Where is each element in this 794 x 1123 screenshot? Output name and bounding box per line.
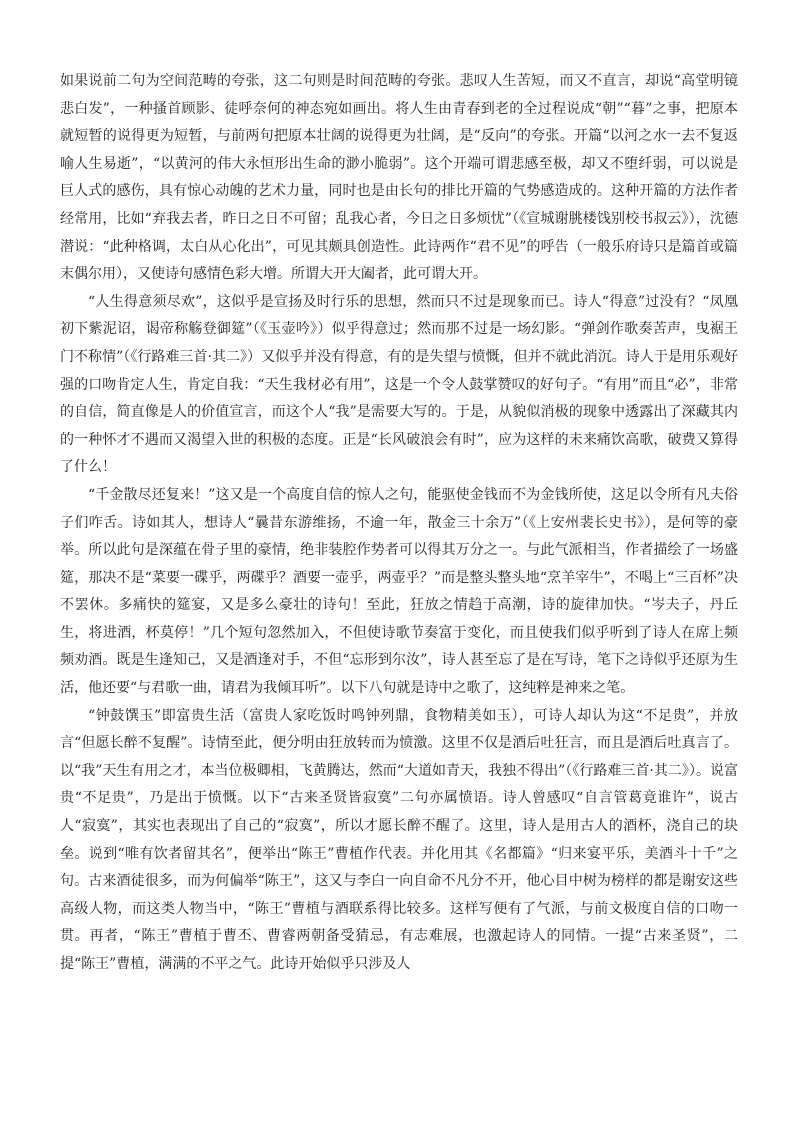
- paragraph-3: “千金散尽还复来！”这又是一个高度自信的惊人之句，能驱使金钱而不为金钱所使，这足以令所有凡夫俗子们咋舌。诗如其人，想诗人“曩昔东游维扬，不逾一年，散金三十余万”（《上安州裴长史书》），是何等的豪举。所以此句是深蕴在骨子里的豪情，绝非装腔作势者可以得其万分之一。与此气派相当，作者描绘了一场盛筵，那决不是“菜要一碟乎，两碟乎？酒要一壶乎，两壶乎？”而是整头整头地“烹羊宰牛”，不喝上“三百杯”决不罢休。多痛快的筵宴，又是多么豪壮的诗句！至此，狂放之情趋于高潮，诗的旋律加快。“岑夫子，丹丘生，将进酒，杯莫停！”几个短句忽然加入，不但使诗歌节奏富于变化，而且使我们似乎听到了诗人在席上频频劝酒。既是生逢知己，又是酒逢对手，不但“忘形到尔汝”，诗人甚至忘了是在写诗，笔下之诗似乎还原为生活，他还要“与君歌一曲，请君为我倾耳听”。以下八句就是诗中之歌了，这纯粹是神来之笔。: [60, 486, 738, 697]
- document-page: [60, 68, 738, 979]
- paragraph-4: “钟鼓馔玉”即富贵生活（富贵人家吃饭时鸣钟列鼎，食物精美如玉），可诗人却认为这“不足贵”，并放言“但愿长醉不复醒”。诗情至此，便分明由狂放转而为愤激。这里不仅是酒后吐狂言，而且是酒后吐真言了。以“我”天生有用之才，本当位极卿相，飞黄腾达，然而“大道如青天，我独不得出”（《行路难三首·其二》）。说富贵“不足贵”，乃是出于愤慨。以下“古来圣贤皆寂寞”二句亦属愤语。诗人曾感叹“自言管葛竟谁许”，说古人“寂寞”，其实也表现出了自己的“寂寞”，所以才愿长醉不醒了。这里，诗人是用古人的酒杯，浇自己的块垒。说到“唯有饮者留其名”，便举出“陈王”曹植作代表。并化用其《名都篇》“归来宴平乐，美酒斗十千”之句。古来酒徒很多，而为何偏举“陈王”，这又与李白一向自命不凡分不开，他心目中树为榜样的都是谢安这些高级人物，而这类人物当中，“陈王”曹植与酒联系得比较多。这样写便有了气派，与前文极度自信的口吻一贯。再者，“陈王”曹植于曹丕、曹睿两朝备受猜忌，有志难展，也激起诗人的同情。一提“古来圣贤”，二提“陈王”曹植，满满的不平之气。此诗开始似乎只涉及人: [60, 707, 738, 972]
- paragraph-2: “人生得意须尽欢”，这似乎是宣扬及时行乐的思想，然而只不过是现象而已。诗人“得意”过没有？“凤凰初下紫泥诏，谒帝称觞登御筵”（《玉壶吟》）似乎得意过；然而那不过是一场幻影。“弹剑作歌奏苦声，曳裾王门不称情”（《行路难三首·其二》）又似乎并没有得意，有的是失望与愤慨，但并不就此消沉。诗人于是用乐观好强的口吻肯定人生，肯定自我：“天生我材必有用”，这是一个令人鼓掌赞叹的好句子。“有用”而且“必”，非常的自信，简直像是人的价值宣言，而这个人“我”是需要大写的。于是，从貌似消极的现象中透露出了深藏其内的一种怀才不遇而又渴望入世的积极的态度。正是“长风破浪会有时”，应为这样的未来痛饮高歌，破费又算得了什么！: [60, 293, 738, 476]
- paragraph-1: 如果说前二句为空间范畴的夸张，这二句则是时间范畴的夸张。悲叹人生苦短，而又不直言，却说“高堂明镜悲白发”，一种搔首顾影、徒呼奈何的神态宛如画出。将人生由青春到老的全过程说成“朝”“暮”之事，把原本就短暂的说得更为短暂，与前两句把原本壮阔的说得更为壮阔，是“反向”的夸张。开篇“以河之水一去不复返喻人生易逝”，“以黄河的伟大永恒形出生命的渺小脆弱”。这个开端可谓悲感至极，却又不堕纤弱，可以说是巨人式的感伤，具有惊心动魄的艺术力量，同时也是由长句的排比开篇的气势感造成的。这种开篇的方法作者经常用，比如“弃我去者，昨日之日不可留；乱我心者，今日之日多烦忧”（《宣城谢朓楼饯别校书叔云》），沈德潜说：“此种格调，太白从心化出”，可见其颇具创造性。此诗两作“君不见”的呼告（一般乐府诗只是篇首或篇末偶尔用），又使诗句感情色彩大增。所谓大开大阖者，此可谓大开。: [60, 73, 738, 283]
